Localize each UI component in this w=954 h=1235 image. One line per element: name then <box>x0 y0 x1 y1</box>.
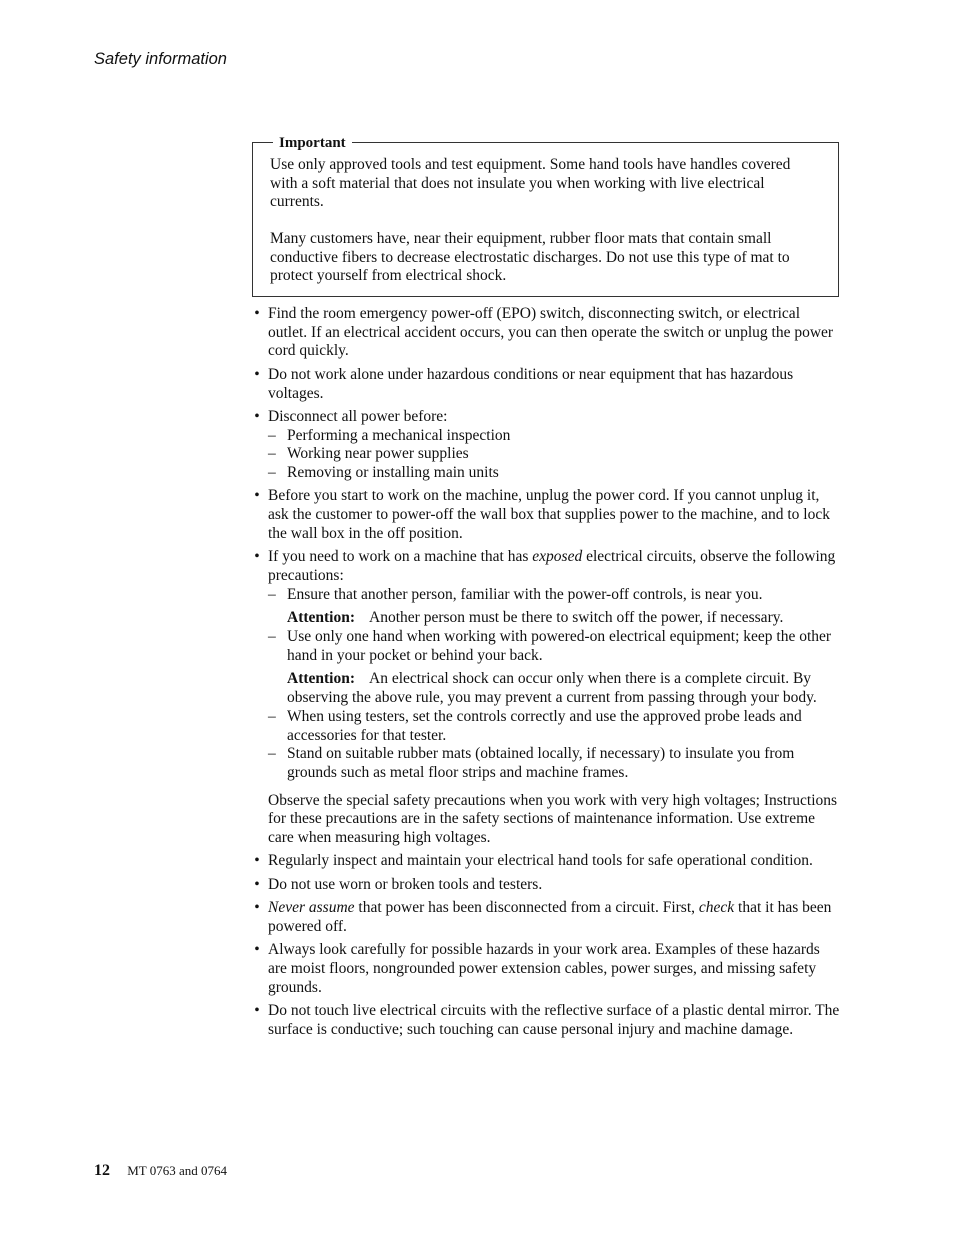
list-item-text: Before you start to work on the machine, unplug the power cord. If you cannot unplug it, ask the customer to power-off the wall box that supplies power to the machine, and to lock the wall box in the off position. <box>268 487 830 542</box>
dash-mark: – <box>268 426 276 444</box>
sub-list-item-text: Ensure that another person, familiar with the power-off controls, is near you. <box>287 585 763 603</box>
bullet-mark: • <box>254 305 260 322</box>
safety-list <box>251 305 841 1044</box>
list-item <box>251 366 841 403</box>
list-item-text: Disconnect all power before: <box>268 407 448 425</box>
list-item <box>251 1002 841 1039</box>
text-run: that it has been powered off. <box>268 899 832 935</box>
attention-label: Attention: <box>287 670 356 688</box>
list-item-text: Regularly inspect and maintain your electrical hand tools for safe operational condition. <box>268 852 813 870</box>
list-item-text <box>268 899 831 935</box>
emphasis-check: check <box>698 899 735 917</box>
bullet-mark: • <box>254 407 260 425</box>
sub-list-item <box>268 464 841 483</box>
text-run: that power has been disconnected from a circuit. First, <box>354 899 699 917</box>
dash-mark: – <box>268 745 276 763</box>
attention-text: An electrical shock can occur only when there is a complete circuit. By observing the above rule, you may prevent a current from passing through your body. <box>287 670 817 707</box>
list-item-text: Do not use worn or broken tools and testers. <box>268 875 543 893</box>
dash-mark: – <box>268 707 276 725</box>
emphasis-never-assume: Never assume <box>268 899 355 917</box>
attention-label: Attention: <box>287 609 356 627</box>
observe-paragraph: Observe the special safety precautions when you work with very high voltages; Instructions for these precautions are in the safety sections of maintenance information. Use extreme care when measuring high voltages. <box>268 791 838 847</box>
list-item <box>251 852 841 871</box>
bullet-mark: • <box>254 899 260 917</box>
list-item-text <box>268 548 841 585</box>
important-notice-box <box>252 135 839 297</box>
list-item <box>251 305 841 361</box>
sub-list-item <box>268 586 841 605</box>
list-item <box>251 941 841 997</box>
list-item-text: Do not work alone under hazardous conditions or near equipment that has hazardous voltages. <box>268 365 794 402</box>
sub-list-item-text: When using testers, set the controls correctly and use the approved probe leads and accessories for that tester. <box>287 707 802 744</box>
important-body <box>270 156 820 304</box>
bullet-mark: • <box>254 487 260 505</box>
emphasis-exposed: exposed <box>532 548 583 566</box>
dash-mark: – <box>268 628 276 645</box>
dash-mark: – <box>268 445 276 463</box>
important-paragraph: Many customers have, near their equipment, rubber floor mats that contain small conductive fibers to decrease electrostatic discharges. Do not use this type of mat to protect yourself from electrical shock. <box>270 230 790 284</box>
page-footer <box>94 1162 227 1180</box>
list-item <box>251 408 841 483</box>
important-paragraph: Use only approved tools and test equipment. Some hand tools have handles covered with a soft material that does not insulate you when working with live electrical currents. <box>270 156 791 210</box>
sub-list-item-text: Stand on suitable rubber mats (obtained locally, if necessary) to insulate you from grounds such as metal floor strips and machine frames. <box>287 745 795 781</box>
list-item <box>251 876 841 895</box>
list-item-text: Always look carefully for possible hazards in your work area. Examples of these hazards are moist floors, nongrounded power extension cables, power surges, and missing safety grounds. <box>268 941 820 996</box>
page-number: 12 <box>94 1162 110 1179</box>
attention-note <box>268 609 841 628</box>
text-run: electrical circuits, observe the following precautions: <box>268 548 836 584</box>
bullet-mark: • <box>254 1002 260 1020</box>
list-item <box>251 899 841 936</box>
attention-note <box>268 670 841 707</box>
sub-list-item-text: Working near power supplies <box>287 445 469 463</box>
sub-list-item <box>268 445 841 464</box>
book-title: MT 0763 and 0764 <box>127 1163 228 1178</box>
bullet-mark: • <box>254 875 260 893</box>
text-run: If you need to work on a machine that has <box>268 548 533 566</box>
dash-mark: – <box>268 585 276 603</box>
list-item <box>251 487 841 543</box>
bullet-mark: • <box>254 941 260 959</box>
sub-list-item-text: Removing or installing main units <box>287 464 499 481</box>
important-title: Important <box>273 135 352 151</box>
list-item <box>251 548 841 848</box>
sub-list-item-text: Use only one hand when working with powered-on electrical equipment; keep the other hand in your pocket or behind your back. <box>287 628 832 664</box>
sub-list-item <box>268 708 841 745</box>
bullet-mark: • <box>254 548 260 566</box>
attention-text: Another person must be there to switch off the power, if necessary. <box>369 609 784 627</box>
sub-list-item <box>268 745 841 782</box>
sub-list-item-text: Performing a mechanical inspection <box>287 426 511 444</box>
list-item-text: Do not touch live electrical circuits with the reflective surface of a plastic dental mirror. The surface is conductive; such touching can cause personal injury and machine damage. <box>268 1002 840 1038</box>
sub-list-item <box>268 628 841 665</box>
bullet-mark: • <box>254 852 260 870</box>
bullet-mark: • <box>254 365 260 383</box>
running-head: Safety information <box>94 50 227 68</box>
dash-mark: – <box>268 464 276 481</box>
list-item-text: Find the room emergency power-off (EPO) switch, disconnecting switch, or electrical outlet. If an electrical accident occurs, you can then operate the switch or unplug the power cord quickly. <box>268 305 834 360</box>
sub-list-item <box>268 427 841 446</box>
